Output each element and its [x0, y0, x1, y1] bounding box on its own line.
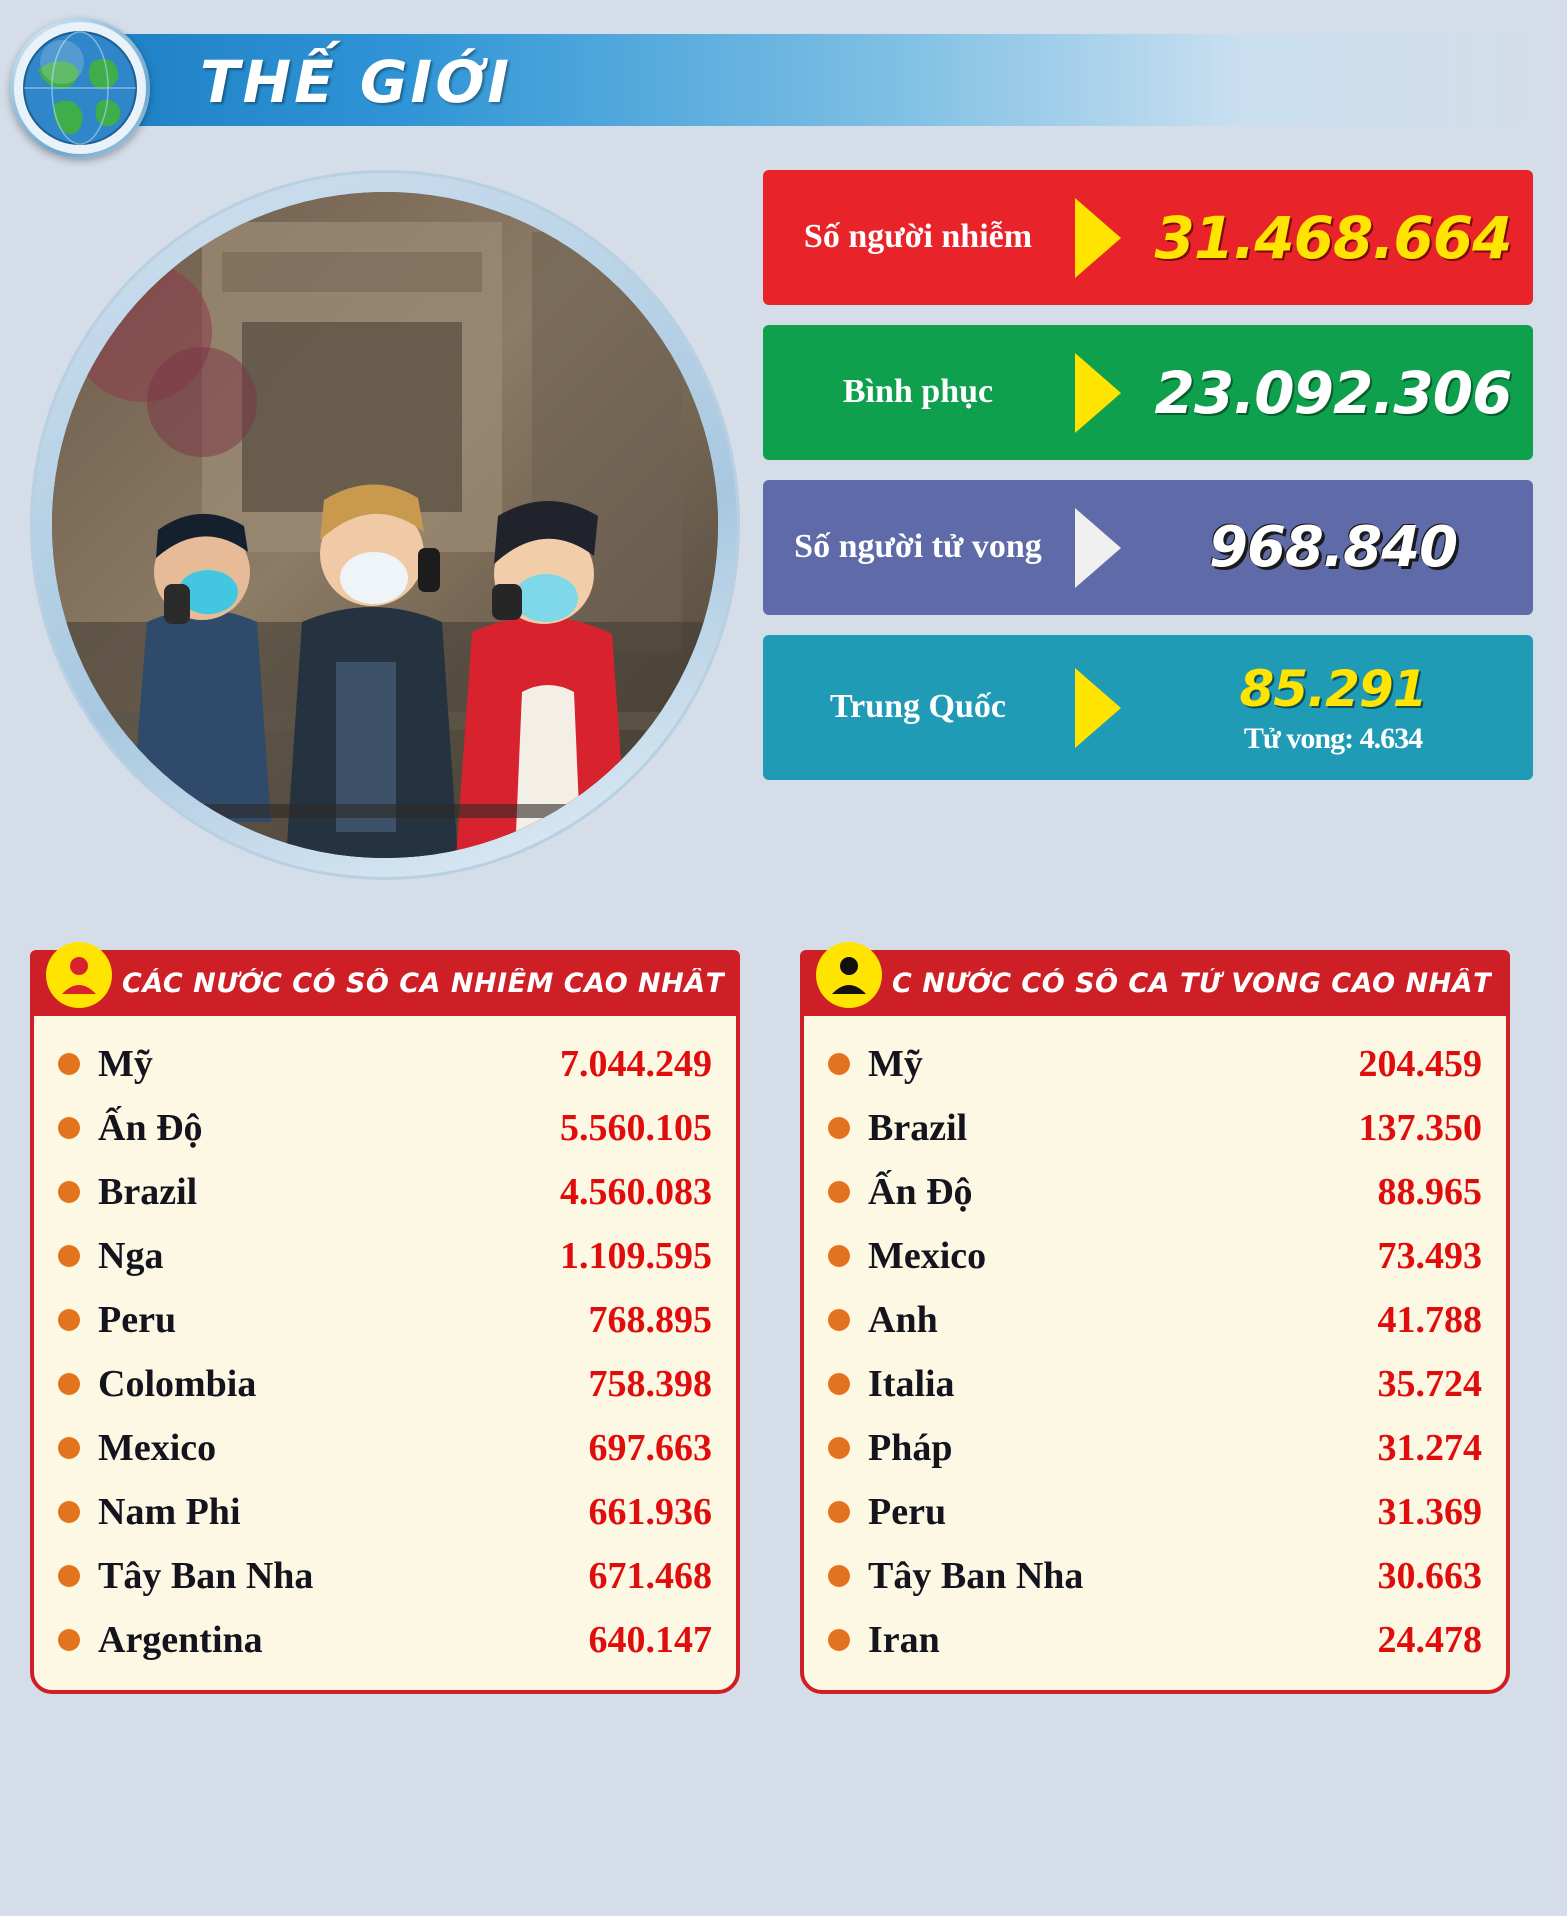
- country-value: 24.478: [1377, 1619, 1482, 1661]
- page-header: [0, 18, 1567, 138]
- person-icon: [816, 942, 882, 1008]
- country-name: Ấn Độ: [868, 1171, 973, 1213]
- list-item: [828, 1096, 1482, 1160]
- stat-infected-value: 31.468.664: [1154, 203, 1512, 272]
- country-name: Mexico: [98, 1427, 217, 1469]
- country-value: 204.459: [1358, 1043, 1482, 1085]
- list-item: [58, 1544, 712, 1608]
- bullet-icon: [58, 1501, 80, 1523]
- stat-recovered-label: Bình phục: [842, 373, 994, 411]
- bullet-icon: [828, 1245, 850, 1267]
- bullet-icon: [58, 1245, 80, 1267]
- panel-top-cases-header: [30, 950, 740, 1016]
- bullet-icon: [828, 1373, 850, 1395]
- arrow-icon: [1075, 353, 1121, 433]
- country-value: 7.044.249: [560, 1043, 712, 1085]
- panel-top-deaths-body: [800, 1012, 1510, 1694]
- country-name: Ấn Độ: [98, 1107, 203, 1149]
- list-item: [828, 1288, 1482, 1352]
- country-name: Pháp: [868, 1427, 953, 1469]
- country-value: 31.274: [1377, 1427, 1482, 1469]
- panel-top-cases-body: [30, 1012, 740, 1694]
- bullet-icon: [828, 1053, 850, 1075]
- bullet-icon: [58, 1373, 80, 1395]
- stat-recovered: [763, 325, 1533, 460]
- stat-deaths: [763, 480, 1533, 615]
- list-item: [828, 1544, 1482, 1608]
- list-item: [58, 1224, 712, 1288]
- country-value: 661.936: [588, 1491, 712, 1533]
- bullet-icon: [58, 1565, 80, 1587]
- bullet-icon: [58, 1437, 80, 1459]
- photo-frame: [30, 170, 740, 880]
- list-item: [58, 1288, 712, 1352]
- arrow-icon: [1075, 668, 1121, 748]
- country-value: 88.965: [1377, 1171, 1482, 1213]
- country-name: Iran: [868, 1619, 940, 1661]
- country-name: Nam Phi: [98, 1491, 241, 1533]
- country-name: Brazil: [98, 1171, 198, 1213]
- page-title: THẾ GIỚI: [200, 48, 512, 116]
- bullet-icon: [828, 1629, 850, 1651]
- list-item: [828, 1224, 1482, 1288]
- country-name: Mỹ: [868, 1043, 923, 1085]
- list-item: [58, 1032, 712, 1096]
- stat-china-value: 85.291: [1239, 659, 1427, 718]
- bullet-icon: [58, 1053, 80, 1075]
- country-name: Argentina: [98, 1619, 263, 1661]
- country-value: 35.724: [1377, 1363, 1482, 1405]
- country-name: Tây Ban Nha: [868, 1555, 1084, 1597]
- country-value: 4.560.083: [560, 1171, 712, 1213]
- country-value: 697.663: [588, 1427, 712, 1469]
- country-value: 137.350: [1358, 1107, 1482, 1149]
- arrow-icon: [1075, 198, 1121, 278]
- country-name: Mỹ: [98, 1043, 153, 1085]
- panel-top-cases: [30, 950, 740, 1694]
- panel-top-deaths-header: [800, 950, 1510, 1016]
- country-value: 73.493: [1377, 1235, 1482, 1277]
- stat-china: [763, 635, 1533, 780]
- country-name: Nga: [98, 1235, 164, 1277]
- list-item: [828, 1416, 1482, 1480]
- stat-deaths-label: Số người tử vong: [794, 528, 1042, 566]
- country-name: Peru: [98, 1299, 177, 1341]
- arrow-icon: [1075, 508, 1121, 588]
- country-value: 640.147: [588, 1619, 712, 1661]
- stat-infected-label: Số người nhiễm: [803, 218, 1033, 256]
- country-name: Brazil: [868, 1107, 968, 1149]
- list-item: [58, 1480, 712, 1544]
- country-value: 41.788: [1377, 1299, 1482, 1341]
- stat-china-value-group: [1133, 635, 1533, 780]
- header-photo: [52, 192, 718, 858]
- bullet-icon: [828, 1181, 850, 1203]
- list-item: [58, 1416, 712, 1480]
- panel-top-deaths: [800, 950, 1510, 1694]
- country-value: 30.663: [1377, 1555, 1482, 1597]
- list-item: [58, 1352, 712, 1416]
- country-value: 768.895: [588, 1299, 712, 1341]
- country-value: 31.369: [1377, 1491, 1482, 1533]
- globe-icon: [10, 18, 150, 158]
- bullet-icon: [58, 1629, 80, 1651]
- stat-china-label: Trung Quốc: [829, 688, 1006, 726]
- list-item: [58, 1160, 712, 1224]
- panel-top-cases-title: CÁC NƯỚC CÓ SỐ CA NHIỄM CAO NHẤT: [122, 967, 725, 999]
- list-item: [828, 1352, 1482, 1416]
- bullet-icon: [58, 1309, 80, 1331]
- country-name: Peru: [868, 1491, 947, 1533]
- country-value: 671.468: [588, 1555, 712, 1597]
- list-item: [58, 1096, 712, 1160]
- country-name: Tây Ban Nha: [98, 1555, 314, 1597]
- bullet-icon: [828, 1117, 850, 1139]
- bullet-icon: [828, 1501, 850, 1523]
- person-icon: [46, 942, 112, 1008]
- country-name: Colombia: [98, 1363, 257, 1405]
- list-item: [58, 1608, 712, 1672]
- country-name: Mexico: [868, 1235, 987, 1277]
- list-item: [828, 1160, 1482, 1224]
- list-item: [828, 1480, 1482, 1544]
- bullet-icon: [828, 1565, 850, 1587]
- bullet-icon: [58, 1117, 80, 1139]
- stat-infected: [763, 170, 1533, 305]
- stat-deaths-value: 968.840: [1208, 515, 1458, 580]
- country-value: 1.109.595: [560, 1235, 712, 1277]
- bullet-icon: [828, 1309, 850, 1331]
- stat-china-deaths: Tử vong: 4.634: [1243, 721, 1423, 755]
- country-name: Italia: [868, 1363, 955, 1405]
- bullet-icon: [58, 1181, 80, 1203]
- list-item: [828, 1608, 1482, 1672]
- country-value: 5.560.105: [560, 1107, 712, 1149]
- list-item: [828, 1032, 1482, 1096]
- country-name: Anh: [868, 1299, 938, 1341]
- stat-recovered-value: 23.092.306: [1154, 358, 1512, 427]
- country-value: 758.398: [588, 1363, 712, 1405]
- bullet-icon: [828, 1437, 850, 1459]
- panel-top-deaths-title: C NƯỚC CÓ SỐ CA TỬ VONG CAO NHẤT: [892, 967, 1492, 999]
